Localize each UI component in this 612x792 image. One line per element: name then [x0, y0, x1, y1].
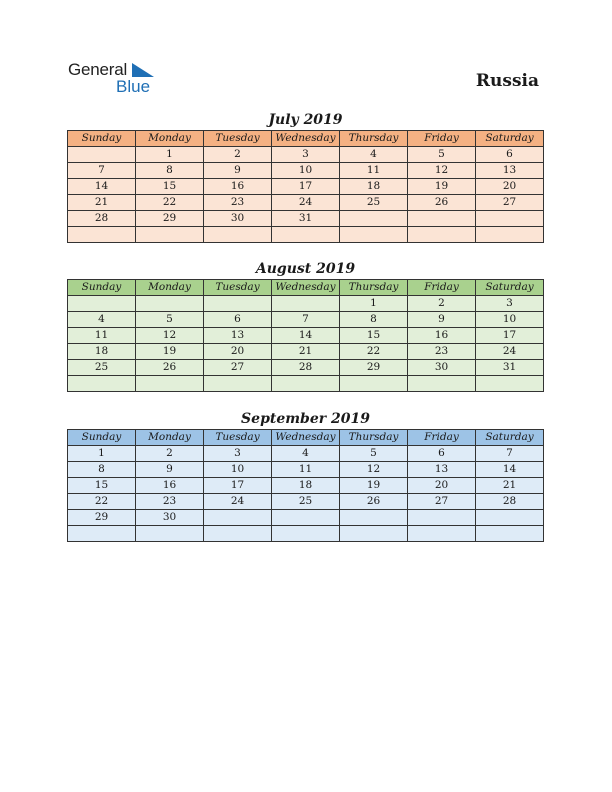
day-cell	[340, 376, 408, 392]
week-row	[68, 163, 544, 179]
day-cell: 17	[204, 478, 272, 494]
day-cell	[68, 147, 136, 163]
day-cell: 7	[68, 163, 136, 179]
day-cell: 28	[476, 494, 544, 510]
week-row	[68, 494, 544, 510]
day-cell	[204, 526, 272, 542]
week-row	[68, 328, 544, 344]
weekday-header: Thursday	[340, 280, 408, 296]
day-cell: 9	[204, 163, 272, 179]
day-cell: 22	[340, 344, 408, 360]
day-cell: 20	[476, 179, 544, 195]
day-cell: 7	[476, 446, 544, 462]
day-cell: 19	[408, 179, 476, 195]
weekday-header: Monday	[136, 280, 204, 296]
week-row	[68, 296, 544, 312]
day-cell	[476, 376, 544, 392]
weekday-header: Saturday	[476, 430, 544, 446]
day-cell: 20	[204, 344, 272, 360]
day-cell: 12	[136, 328, 204, 344]
day-cell: 15	[136, 179, 204, 195]
weekday-header: Thursday	[340, 430, 408, 446]
weekday-header: Wednesday	[272, 430, 340, 446]
day-cell	[408, 211, 476, 227]
weekday-header: Saturday	[476, 131, 544, 147]
day-cell: 1	[340, 296, 408, 312]
day-cell: 16	[204, 179, 272, 195]
day-cell: 29	[68, 510, 136, 526]
weekday-header-row	[68, 280, 544, 296]
day-cell: 8	[340, 312, 408, 328]
day-cell: 22	[136, 195, 204, 211]
week-row	[68, 211, 544, 227]
day-cell: 25	[340, 195, 408, 211]
weekday-header-row	[68, 430, 544, 446]
day-cell: 23	[204, 195, 272, 211]
week-row	[68, 344, 544, 360]
month-august	[67, 260, 544, 392]
day-cell: 26	[340, 494, 408, 510]
day-cell: 2	[408, 296, 476, 312]
weekday-header: Tuesday	[204, 131, 272, 147]
day-cell: 24	[272, 195, 340, 211]
day-cell: 21	[68, 195, 136, 211]
day-cell: 21	[272, 344, 340, 360]
day-cell: 4	[272, 446, 340, 462]
day-cell: 25	[272, 494, 340, 510]
day-cell	[340, 510, 408, 526]
week-row	[68, 478, 544, 494]
week-row	[68, 227, 544, 243]
day-cell	[272, 296, 340, 312]
month-title: September 2019	[241, 411, 370, 427]
day-cell: 26	[408, 195, 476, 211]
day-cell	[136, 296, 204, 312]
day-cell	[136, 376, 204, 392]
day-cell: 28	[68, 211, 136, 227]
weekday-header: Thursday	[340, 131, 408, 147]
day-cell	[68, 376, 136, 392]
day-cell: 1	[68, 446, 136, 462]
day-cell	[476, 510, 544, 526]
weekday-header: Sunday	[68, 430, 136, 446]
day-cell: 18	[272, 478, 340, 494]
day-cell: 27	[204, 360, 272, 376]
day-cell	[340, 526, 408, 542]
day-cell: 3	[204, 446, 272, 462]
day-cell: 12	[340, 462, 408, 478]
calendar-table	[67, 279, 544, 392]
weekday-header: Friday	[408, 280, 476, 296]
day-cell: 24	[204, 494, 272, 510]
day-cell: 15	[68, 478, 136, 494]
weekday-header-row	[68, 131, 544, 147]
day-cell	[68, 227, 136, 243]
day-cell: 27	[476, 195, 544, 211]
weekday-header: Saturday	[476, 280, 544, 296]
weekday-header: Friday	[408, 131, 476, 147]
week-row	[68, 446, 544, 462]
weekday-header: Friday	[408, 430, 476, 446]
logo-triangle-icon	[132, 63, 154, 77]
day-cell: 20	[408, 478, 476, 494]
day-cell: 4	[68, 312, 136, 328]
day-cell	[204, 376, 272, 392]
day-cell	[476, 227, 544, 243]
weekday-header: Wednesday	[272, 280, 340, 296]
day-cell: 28	[272, 360, 340, 376]
day-cell	[204, 510, 272, 526]
day-cell: 22	[68, 494, 136, 510]
day-cell: 31	[272, 211, 340, 227]
day-cell: 1	[136, 147, 204, 163]
day-cell: 3	[476, 296, 544, 312]
day-cell	[136, 227, 204, 243]
day-cell: 5	[408, 147, 476, 163]
day-cell: 8	[68, 462, 136, 478]
week-row	[68, 526, 544, 542]
weekday-header: Wednesday	[272, 131, 340, 147]
day-cell: 12	[408, 163, 476, 179]
month-title: August 2019	[255, 261, 356, 277]
day-cell: 17	[476, 328, 544, 344]
day-cell: 30	[408, 360, 476, 376]
day-cell: 14	[476, 462, 544, 478]
day-cell: 2	[204, 147, 272, 163]
day-cell: 24	[476, 344, 544, 360]
day-cell: 7	[272, 312, 340, 328]
day-cell	[136, 526, 204, 542]
day-cell: 9	[136, 462, 204, 478]
day-cell	[68, 526, 136, 542]
day-cell: 17	[272, 179, 340, 195]
logo-text-general: General	[68, 60, 128, 79]
day-cell	[408, 526, 476, 542]
week-row	[68, 462, 544, 478]
country-title: Russia	[475, 71, 539, 91]
day-cell: 13	[476, 163, 544, 179]
day-cell: 3	[272, 147, 340, 163]
day-cell	[272, 376, 340, 392]
day-cell: 16	[136, 478, 204, 494]
day-cell: 18	[340, 179, 408, 195]
day-cell: 29	[136, 211, 204, 227]
day-cell	[204, 227, 272, 243]
day-cell	[476, 211, 544, 227]
day-cell: 14	[272, 328, 340, 344]
day-cell: 29	[340, 360, 408, 376]
day-cell: 26	[136, 360, 204, 376]
day-cell: 19	[340, 478, 408, 494]
day-cell: 10	[204, 462, 272, 478]
day-cell: 13	[204, 328, 272, 344]
day-cell	[272, 510, 340, 526]
day-cell: 25	[68, 360, 136, 376]
day-cell: 11	[68, 328, 136, 344]
week-row	[68, 312, 544, 328]
day-cell: 2	[136, 446, 204, 462]
weekday-header: Sunday	[68, 131, 136, 147]
week-row	[68, 179, 544, 195]
day-cell: 18	[68, 344, 136, 360]
day-cell: 5	[136, 312, 204, 328]
weekday-header: Monday	[136, 131, 204, 147]
day-cell	[68, 296, 136, 312]
logo-text-blue: Blue	[116, 77, 151, 96]
day-cell: 6	[476, 147, 544, 163]
day-cell	[408, 376, 476, 392]
day-cell: 15	[340, 328, 408, 344]
day-cell: 10	[476, 312, 544, 328]
calendar-table	[67, 130, 544, 243]
weekday-header: Monday	[136, 430, 204, 446]
day-cell	[408, 227, 476, 243]
day-cell: 6	[408, 446, 476, 462]
day-cell	[408, 510, 476, 526]
month-september	[67, 410, 544, 542]
day-cell	[340, 227, 408, 243]
day-cell: 27	[408, 494, 476, 510]
day-cell: 13	[408, 462, 476, 478]
day-cell: 14	[68, 179, 136, 195]
day-cell: 6	[204, 312, 272, 328]
day-cell: 30	[204, 211, 272, 227]
day-cell: 4	[340, 147, 408, 163]
day-cell	[204, 296, 272, 312]
weekday-header: Tuesday	[204, 280, 272, 296]
day-cell: 21	[476, 478, 544, 494]
day-cell: 23	[136, 494, 204, 510]
day-cell	[272, 227, 340, 243]
generalblue-logo	[68, 60, 168, 100]
day-cell: 5	[340, 446, 408, 462]
calendar-table	[67, 429, 544, 542]
day-cell	[476, 526, 544, 542]
day-cell	[272, 526, 340, 542]
day-cell: 31	[476, 360, 544, 376]
day-cell: 10	[272, 163, 340, 179]
week-row	[68, 360, 544, 376]
day-cell: 16	[408, 328, 476, 344]
day-cell: 11	[340, 163, 408, 179]
day-cell	[340, 211, 408, 227]
week-row	[68, 376, 544, 392]
weekday-header: Sunday	[68, 280, 136, 296]
week-row	[68, 147, 544, 163]
day-cell: 19	[136, 344, 204, 360]
day-cell: 8	[136, 163, 204, 179]
week-row	[68, 510, 544, 526]
week-row	[68, 195, 544, 211]
weekday-header: Tuesday	[204, 430, 272, 446]
month-title: July 2019	[268, 112, 343, 128]
day-cell: 23	[408, 344, 476, 360]
day-cell: 11	[272, 462, 340, 478]
day-cell: 30	[136, 510, 204, 526]
month-july	[67, 111, 544, 243]
day-cell: 9	[408, 312, 476, 328]
